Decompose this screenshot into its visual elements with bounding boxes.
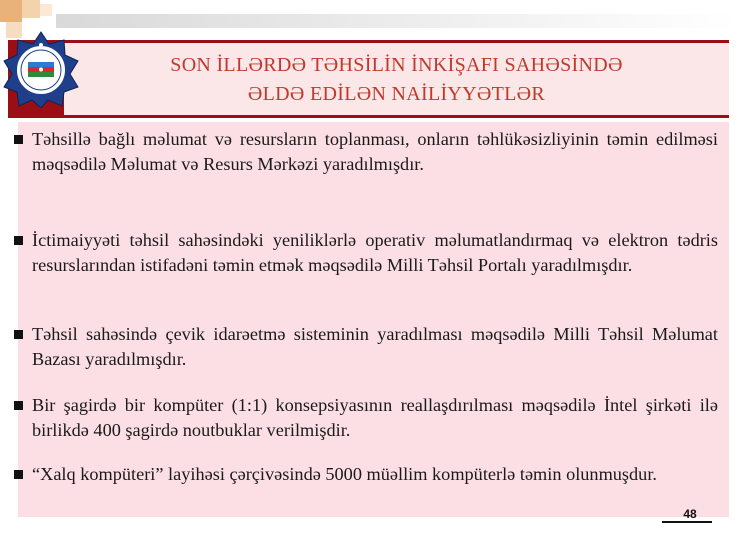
square-bullet-icon xyxy=(14,135,23,144)
page-number: 48 xyxy=(683,507,697,521)
square-bullet-icon xyxy=(14,470,23,479)
bullet-text: Təhsil sahəsində çevik idarəetmə sisteminin yaradılması məqsədilə Milli Təhsil Məlumat Bazası yaradılmışdır. xyxy=(32,324,718,369)
title-line-1: SON İLLƏRDƏ TƏHSİLİN İNKİŞAFI SAHƏSİNDƏ xyxy=(170,54,623,76)
page-number-underline xyxy=(662,521,712,523)
square-bullet-icon xyxy=(14,236,23,245)
content-panel xyxy=(18,122,729,517)
bullet-item-1 xyxy=(18,127,718,177)
title-line-2: ƏLDƏ EDİLƏN NAİLİYYƏTLƏR xyxy=(247,83,546,105)
square-bullet-icon xyxy=(14,330,23,339)
bullet-text: Təhsillə bağlı məlumat və resursların toplanması, onların təhlükəsizliyinin təmin edilməsi məqsədilə Məlumat və Resurs Mərkəzi yaradılmışdır. xyxy=(32,129,718,174)
bullet-item-4 xyxy=(18,393,718,443)
bullet-text: Bir şagirdə bir kompüter (1:1) konsepsiyasının reallaşdırılması məqsədilə İntel şirkəti ilə birlikdə 400 şagirdə noutbuklar verilmişdir. xyxy=(32,395,718,440)
bullet-item-3 xyxy=(18,322,718,372)
page-title xyxy=(64,51,729,109)
bullet-item-5 xyxy=(18,462,718,487)
bullet-text: “Xalq kompüteri” layihəsi çərçivəsində 5000 müəllim kompüterlə təmin olunmuşdur. xyxy=(32,464,657,484)
top-decorative-line xyxy=(56,14,737,28)
bullet-text: İctimaiyyəti təhsil sahəsindəki yeniliklərlə operativ məlumatlandırmaq və elektron tədris resurslarından istifadəni təmin etmək məqsədilə Milli Təhsil Portalı yaradılmışdır. xyxy=(32,230,718,275)
bullet-item-2 xyxy=(18,228,718,278)
square-bullet-icon xyxy=(14,401,23,410)
